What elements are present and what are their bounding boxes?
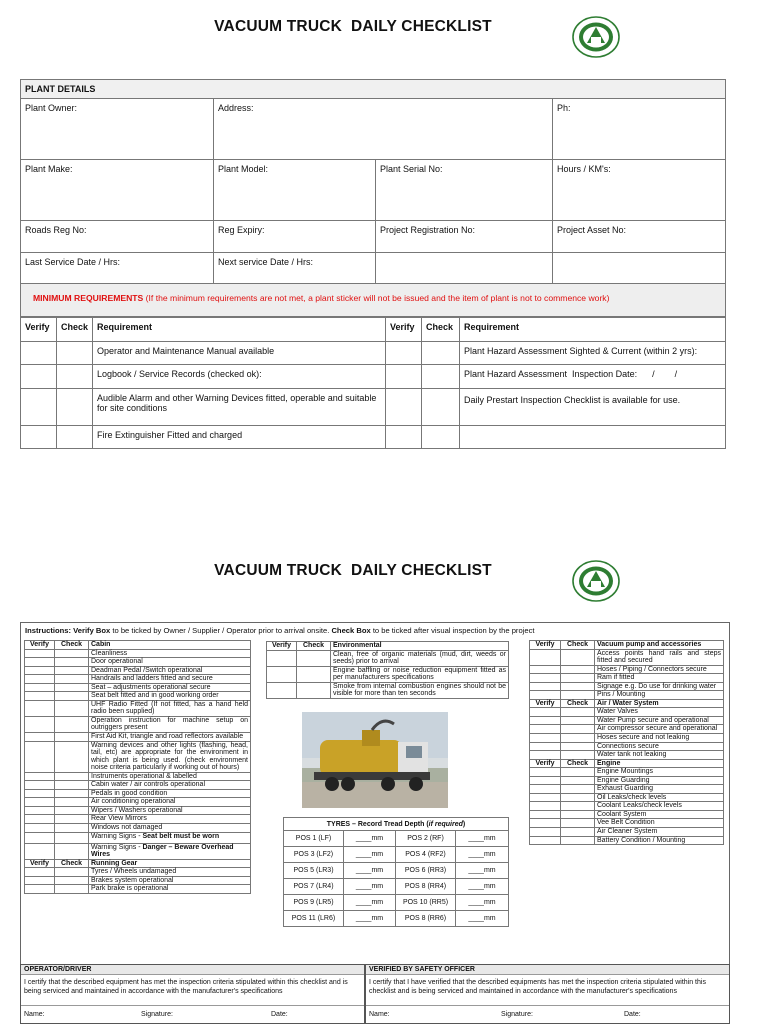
verify-box[interactable] (25, 700, 55, 716)
col-requirement: Requirement (460, 318, 726, 342)
date-field[interactable]: Date: (271, 1011, 288, 1018)
plant-serial-field[interactable]: Plant Serial No: (376, 160, 553, 221)
verify-box[interactable] (530, 674, 561, 683)
tyre-depth-field[interactable]: ____mm (456, 847, 509, 863)
checklist-item: Smoke from internal combustion engines should not be visible for more than ten seconds (331, 682, 509, 698)
verify-box[interactable] (530, 785, 561, 794)
verify-box[interactable] (267, 650, 297, 666)
checklist-item: Water Valves (595, 708, 724, 717)
verify-box[interactable] (530, 716, 561, 725)
verify-box[interactable] (267, 682, 297, 698)
requirement-text: Operator and Maintenance Manual available (93, 342, 386, 365)
phone-field[interactable]: Ph: (553, 99, 726, 160)
check-box[interactable] (55, 733, 89, 742)
verify-box[interactable] (530, 682, 561, 691)
check-box[interactable] (55, 675, 89, 684)
col-verify: Verify (530, 641, 561, 650)
checklist-item: Operation instruction for machine setup on outriggers present (89, 716, 251, 732)
verify-box[interactable] (530, 802, 561, 811)
check-box[interactable] (561, 810, 595, 819)
tyre-position: POS 5 (LR3) (284, 863, 344, 879)
verify-box[interactable] (25, 815, 55, 824)
environmental-checklist (266, 641, 509, 699)
verify-box[interactable] (25, 832, 55, 843)
checklist-item: Vee Belt Condition (595, 819, 724, 828)
requirement-text (460, 426, 726, 449)
tyre-depth-field[interactable]: ____mm (456, 863, 509, 879)
checklist-item: Signage e.g. Do use for drinking water (595, 682, 724, 691)
verify-box[interactable] (21, 365, 57, 389)
check-box[interactable] (57, 426, 93, 449)
check-box[interactable] (55, 741, 89, 772)
tyre-depth-field[interactable]: ____mm (344, 911, 396, 927)
col-requirement: Requirement (93, 318, 386, 342)
check-box[interactable] (55, 772, 89, 781)
tyre-depth-field[interactable]: ____mm (344, 831, 396, 847)
checklist-item: Warning devices and other lights (flashing, head, tail, etc) are appropriate for the environment in which plant is being used. (check environment noise criteria particularly if working out of hours) (89, 741, 251, 772)
check-box[interactable] (297, 666, 331, 682)
checklist-item: Exhaust Guarding (595, 785, 724, 794)
page-title: VACUUM TRUCK DAILY CHECKLIST (214, 18, 492, 35)
check-box[interactable] (55, 824, 89, 833)
checklist-item: Access points hand rails and steps fitted and secured (595, 649, 724, 665)
verify-box[interactable] (386, 365, 422, 389)
checklist-item: Cleanliness (89, 649, 251, 658)
col-verify: Verify (530, 759, 561, 768)
verify-box[interactable] (21, 426, 57, 449)
verify-box[interactable] (386, 389, 422, 426)
roads-reg-field[interactable]: Roads Reg No: (21, 221, 214, 253)
verify-box[interactable] (21, 342, 57, 365)
check-box[interactable] (57, 389, 93, 426)
verify-box[interactable] (530, 793, 561, 802)
safety-officer-signoff (365, 964, 730, 1024)
checklist-item: Door operational (89, 658, 251, 667)
checklist-item: Water tank not leaking (595, 751, 724, 760)
verify-box[interactable] (25, 876, 55, 885)
checklist-item: Brakes system operational (89, 876, 251, 885)
checklist-item: Warning Signs - Seat belt must be worn (89, 832, 251, 843)
checklist-item: Coolant System (595, 810, 724, 819)
requirements-table (20, 317, 726, 449)
check-box[interactable] (297, 650, 331, 666)
safety-officer-heading: VERIFIED BY SAFETY OFFICER (366, 965, 729, 975)
operator-statement: I certify that the described equipment has met the inspection criteria stipulated within this checklist and is being serviced and maintained in accordance with the manufacturer's specifications (21, 975, 364, 1006)
check-box[interactable] (561, 776, 595, 785)
check-box[interactable] (422, 389, 460, 426)
verify-box[interactable] (530, 751, 561, 760)
check-box[interactable] (55, 798, 89, 807)
check-box[interactable] (561, 649, 595, 665)
checklist-item: Tyres / Wheels undamaged (89, 868, 251, 877)
air-water-heading: Air / Water System (595, 699, 724, 708)
col-check: Check (55, 641, 89, 650)
checklist-item: Cabin water / air controls operational (89, 781, 251, 790)
checklist-item: Warning Signs - Danger – Beware Overhead Wires (89, 843, 251, 859)
checklist-item: Instruments operational & labelled (89, 772, 251, 781)
reg-expiry-field[interactable]: Reg Expiry: (214, 221, 376, 253)
cabin-checklist (24, 640, 251, 894)
verify-box[interactable] (530, 768, 561, 777)
project-asset-field[interactable]: Project Asset No: (553, 221, 726, 253)
check-box[interactable] (561, 836, 595, 845)
checklist-item: Battery Condition / Mounting (595, 836, 724, 845)
check-box[interactable] (55, 700, 89, 716)
checklist-item: Engine baffling or noise reduction equipment fitted as per manufacturers specifications (331, 666, 509, 682)
company-logo-icon (571, 559, 621, 603)
tyre-position: POS 4 (RF2) (396, 847, 456, 863)
verify-box[interactable] (25, 806, 55, 815)
checklist-item: Seat – adjustments operational secure (89, 683, 251, 692)
requirement-text: Plant Hazard Assessment Sighted & Current (within 2 yrs): (460, 342, 726, 365)
check-box[interactable] (55, 843, 89, 859)
verify-box[interactable] (530, 665, 561, 674)
check-box[interactable] (561, 742, 595, 751)
checklist-item: Coolant Leaks/check levels (595, 802, 724, 811)
check-box[interactable] (55, 876, 89, 885)
requirement-text: Daily Prestart Inspection Checklist is available for use. (460, 389, 726, 426)
col-check: Check (422, 318, 460, 342)
verify-box[interactable] (530, 810, 561, 819)
tyre-position: POS 11 (LR6) (284, 911, 344, 927)
check-box[interactable] (561, 734, 595, 743)
tyre-position: POS 6 (RR3) (396, 863, 456, 879)
col-check: Check (297, 642, 331, 651)
tyre-depth-field[interactable]: ____mm (456, 879, 509, 895)
environmental-heading: Environmental (331, 642, 509, 651)
checklist-item: Park brake is operational (89, 885, 251, 894)
check-box[interactable] (57, 342, 93, 365)
check-box[interactable] (55, 815, 89, 824)
blank-cell[interactable] (553, 253, 726, 284)
tyre-depth-field[interactable]: ____mm (456, 831, 509, 847)
verify-box[interactable] (530, 708, 561, 717)
verify-box[interactable] (21, 389, 57, 426)
checklist-item: Air conditioning operational (89, 798, 251, 807)
checklist-item: First Aid Kit, triangle and road reflectors available (89, 733, 251, 742)
checklist-item: UHF Radio Fitted (If not fitted, has a hand held radio been supplied) (89, 700, 251, 716)
tyre-position: POS 1 (LF) (284, 831, 344, 847)
checklist-item: Deadman Pedal /Switch operational (89, 666, 251, 675)
check-box[interactable] (55, 789, 89, 798)
checklist-item: Clean, free of organic materials (mud, dirt, weeds or seeds) prior to arrival (331, 650, 509, 666)
plant-make-field[interactable]: Plant Make: (21, 160, 214, 221)
verify-box[interactable] (25, 716, 55, 732)
verify-box[interactable] (25, 843, 55, 859)
verify-box[interactable] (386, 342, 422, 365)
check-box[interactable] (55, 716, 89, 732)
last-service-field[interactable]: Last Service Date / Hrs: (21, 253, 214, 284)
col-verify: Verify (21, 318, 57, 342)
check-box[interactable] (561, 793, 595, 802)
verify-box[interactable] (530, 836, 561, 845)
check-box[interactable] (55, 692, 89, 701)
verify-box[interactable] (530, 649, 561, 665)
checklist-item: Seat belt fitted and in good working order (89, 692, 251, 701)
plant-details-heading: PLANT DETAILS (21, 80, 726, 99)
requirement-text: Audible Alarm and other Warning Devices fitted, operable and suitable for site conditions (93, 389, 386, 426)
tyre-position: POS 10 (RR5) (396, 895, 456, 911)
project-reg-field[interactable]: Project Registration No: (376, 221, 553, 253)
vacuum-pump-checklist (529, 640, 724, 845)
check-box[interactable] (55, 649, 89, 658)
checklist-item: Oil Leaks/check levels (595, 793, 724, 802)
vacuum-pump-heading: Vacuum pump and accessories (595, 641, 724, 650)
check-box[interactable] (55, 683, 89, 692)
verify-box[interactable] (25, 675, 55, 684)
checklist-item: Rear View Mirrors (89, 815, 251, 824)
tyres-table (283, 817, 509, 927)
check-box[interactable] (561, 691, 595, 700)
checklist-item: Wipers / Washers operational (89, 806, 251, 815)
tyre-depth-field[interactable]: ____mm (456, 911, 509, 927)
col-check: Check (561, 759, 595, 768)
check-box[interactable] (55, 806, 89, 815)
checklist-item: Hoses / Piping / Connectors secure (595, 665, 724, 674)
checklist-item: Hoses secure and not leaking (595, 734, 724, 743)
tyre-depth-field[interactable]: ____mm (344, 847, 396, 863)
check-box[interactable] (561, 802, 595, 811)
check-box[interactable] (561, 819, 595, 828)
tyre-depth-field[interactable]: ____mm (344, 895, 396, 911)
col-check: Check (561, 699, 595, 708)
tyre-position: POS 2 (RF) (396, 831, 456, 847)
verify-box[interactable] (530, 828, 561, 837)
verify-box[interactable] (25, 772, 55, 781)
operator-heading: OPERATOR/DRIVER (21, 965, 364, 975)
col-check: Check (55, 859, 89, 868)
tyre-position: POS 8 (RR4) (396, 879, 456, 895)
plant-model-field[interactable]: Plant Model: (214, 160, 376, 221)
check-box[interactable] (55, 666, 89, 675)
checklist-item: Windows not damaged (89, 824, 251, 833)
tyres-heading: TYRES – Record Tread Depth (if required) (284, 818, 509, 831)
requirement-text: Plant Hazard Assessment Inspection Date: / / (460, 365, 726, 389)
check-box[interactable] (55, 885, 89, 894)
cabin-heading: Cabin (89, 641, 251, 650)
checklist-item: Air compressor secure and operational (595, 725, 724, 734)
date-field[interactable]: Date: (624, 1011, 641, 1018)
verify-box[interactable] (25, 741, 55, 772)
check-box[interactable] (55, 781, 89, 790)
checklist-item: Engine Guarding (595, 776, 724, 785)
col-verify: Verify (530, 699, 561, 708)
running-gear-heading: Running Gear (89, 859, 251, 868)
plant-owner-field[interactable]: Plant Owner: (21, 99, 214, 160)
next-service-field[interactable]: Next service Date / Hrs: (214, 253, 376, 284)
col-check: Check (561, 641, 595, 650)
name-field[interactable]: Name: (24, 1011, 45, 1018)
col-verify: Verify (386, 318, 422, 342)
plant-details-table (20, 79, 726, 317)
company-logo-icon (571, 15, 621, 59)
signature-field[interactable]: Signature: (141, 1011, 173, 1018)
col-check: Check (57, 318, 93, 342)
check-box[interactable] (561, 785, 595, 794)
tyre-position: POS 7 (LR4) (284, 879, 344, 895)
tyre-position: POS 9 (LR5) (284, 895, 344, 911)
check-box[interactable] (561, 665, 595, 674)
check-box[interactable] (561, 716, 595, 725)
tyre-depth-field[interactable]: ____mm (344, 863, 396, 879)
verify-box[interactable] (530, 734, 561, 743)
operator-signoff (20, 964, 365, 1024)
check-box[interactable] (55, 868, 89, 877)
verify-box[interactable] (25, 649, 55, 658)
address-field[interactable]: Address: (214, 99, 553, 160)
name-field[interactable]: Name: (369, 1011, 390, 1018)
plant-details-form (20, 79, 725, 449)
verify-box[interactable] (25, 692, 55, 701)
requirement-text: Logbook / Service Records (checked ok): (93, 365, 386, 389)
safety-officer-statement: I certify that I have verified that the described equipments has met the inspection criteria stipulated within this checklist and is being serviced and maintained in accordance with the manufacturer's specifications (366, 975, 729, 1006)
col-verify: Verify (25, 859, 55, 868)
checklist-item: Air Cleaner System (595, 828, 724, 837)
check-box[interactable] (57, 365, 93, 389)
check-box[interactable] (561, 751, 595, 760)
checklist-item: Connections secure (595, 742, 724, 751)
engine-heading: Engine (595, 759, 724, 768)
verify-box[interactable] (25, 658, 55, 667)
verify-box[interactable] (530, 819, 561, 828)
page-title: VACUUM TRUCK DAILY CHECKLIST (214, 562, 492, 579)
signature-field[interactable]: Signature: (501, 1011, 533, 1018)
checklist-item: Pedals in good condition (89, 789, 251, 798)
verify-box[interactable] (25, 781, 55, 790)
check-box[interactable] (561, 725, 595, 734)
verify-box[interactable] (25, 885, 55, 894)
check-box[interactable] (55, 832, 89, 843)
verify-box[interactable] (25, 666, 55, 675)
check-box[interactable] (422, 365, 460, 389)
check-box[interactable] (422, 426, 460, 449)
check-box[interactable] (561, 682, 595, 691)
verify-box[interactable] (25, 824, 55, 833)
check-box[interactable] (561, 674, 595, 683)
verify-box[interactable] (530, 691, 561, 700)
checklist-item: Handrails and ladders fitted and secure (89, 675, 251, 684)
check-box[interactable] (561, 768, 595, 777)
verify-box[interactable] (25, 733, 55, 742)
minimum-requirements-note: MINIMUM REQUIREMENTS (If the minimum requirements are not met, a plant sticker will not be issued and the item of plant is not to commence work) (21, 284, 726, 317)
checklist-item: Pins / Mounting (595, 691, 724, 700)
vacuum-truck-image (302, 712, 448, 808)
check-box[interactable] (561, 828, 595, 837)
verify-box[interactable] (25, 789, 55, 798)
check-box[interactable] (297, 682, 331, 698)
check-box[interactable] (561, 708, 595, 717)
requirement-text: Fire Extinguisher Fitted and charged (93, 426, 386, 449)
verify-box[interactable] (530, 725, 561, 734)
tyre-depth-field[interactable]: ____mm (456, 895, 509, 911)
check-box[interactable] (55, 658, 89, 667)
tyre-depth-field[interactable]: ____mm (344, 879, 396, 895)
checklist-item: Engine Mountings (595, 768, 724, 777)
verify-box[interactable] (267, 666, 297, 682)
verify-box[interactable] (25, 868, 55, 877)
instructions: Instructions: Verify Box to be ticked by Owner / Supplier / Operator prior to arrival onsite. Check Box to be ticked after visual inspection by the project (25, 626, 535, 635)
hours-km-field[interactable]: Hours / KM's: (553, 160, 726, 221)
checklist-item: Ram if fitted (595, 674, 724, 683)
verify-box[interactable] (530, 742, 561, 751)
verify-box[interactable] (25, 798, 55, 807)
tyre-position: POS 3 (LF2) (284, 847, 344, 863)
verify-box[interactable] (386, 426, 422, 449)
blank-cell[interactable] (376, 253, 553, 284)
col-verify: Verify (267, 642, 297, 651)
verify-box[interactable] (530, 776, 561, 785)
check-box[interactable] (422, 342, 460, 365)
verify-box[interactable] (25, 683, 55, 692)
checklist-item: Water Pump secure and operational (595, 716, 724, 725)
tyre-position: POS 8 (RR6) (396, 911, 456, 927)
col-verify: Verify (25, 641, 55, 650)
